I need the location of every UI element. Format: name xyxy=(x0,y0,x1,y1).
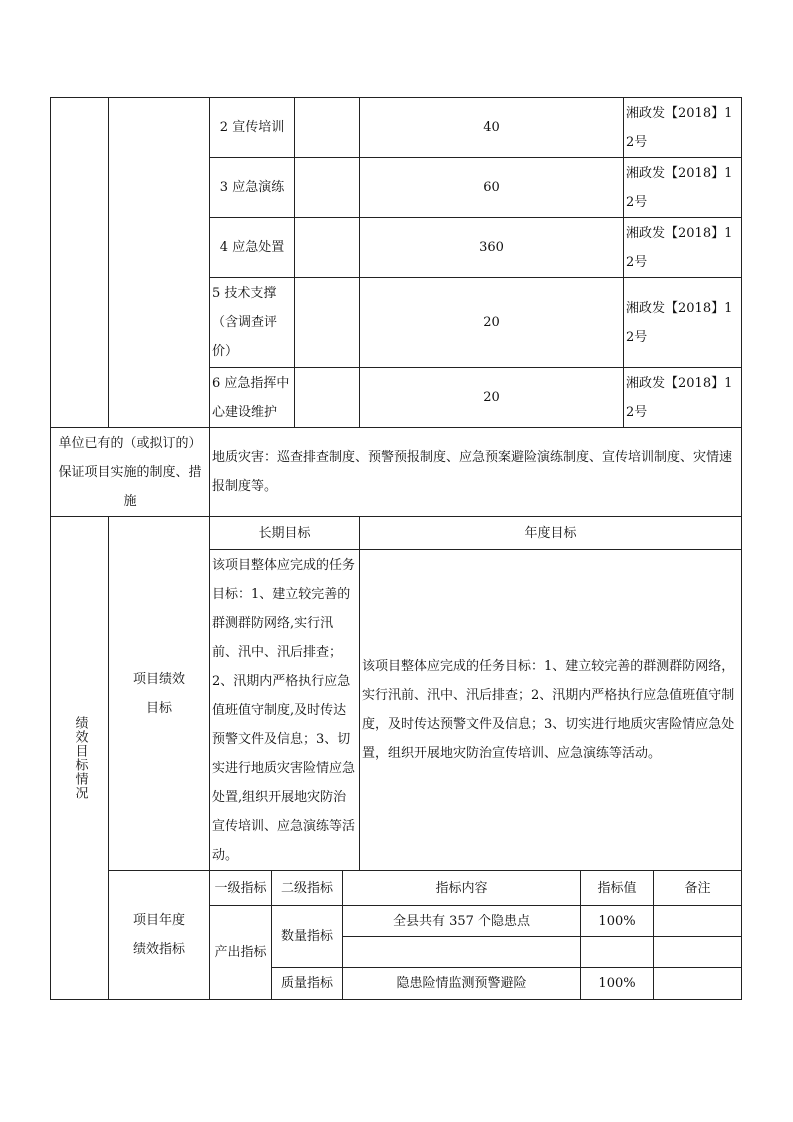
measures-content: 地质灾害：巡查排查制度、预警预报制度、应急预案避险演练制度、宣传培训制度、灾情速报制度等。 xyxy=(210,428,742,517)
value-cell: 100% xyxy=(581,968,654,1000)
performance-table xyxy=(50,516,742,1000)
item-cell: 5 技术支撑（含调查评价） xyxy=(210,278,295,368)
amount-cell: 40 xyxy=(360,98,624,158)
amount-cell: 20 xyxy=(360,278,624,368)
value-cell xyxy=(581,937,654,968)
budget-table xyxy=(50,97,742,517)
content-cell: 隐患险情监测预警避险 xyxy=(343,968,581,1000)
indicator-label: 项目年度绩效指标 xyxy=(109,871,210,1000)
item-cell: 3 应急演练 xyxy=(210,158,295,218)
blank-cell xyxy=(109,98,210,428)
measures-label: 单位已有的（或拟订的）保证项目实施的制度、措施 xyxy=(51,428,210,517)
amount-cell: 360 xyxy=(360,218,624,278)
note-cell xyxy=(654,937,742,968)
annual-header: 年度目标 xyxy=(360,517,742,550)
item-cell: 4 应急处置 xyxy=(210,218,295,278)
blank-cell xyxy=(51,98,109,428)
section-label: 绩效目标情况 xyxy=(72,716,88,800)
note-cell xyxy=(654,906,742,937)
value-cell: 100% xyxy=(581,906,654,937)
content-cell: 全县共有 357 个隐患点 xyxy=(343,906,581,937)
item-cell: 6 应急指挥中心建设维护 xyxy=(210,368,295,428)
goal-label: 项目绩效目标 xyxy=(109,517,210,871)
header-value: 指标值 xyxy=(581,871,654,906)
basis-cell: 湘政发【2018】12号 xyxy=(624,218,742,278)
annual-goal: 该项目整体应完成的任务目标：1、建立较完善的群测群防网络，实行汛前、汛中、汛后排查；2、汛期内严格执行应急值班值守制度，及时传达预警文件及信息；3、切实进行地质灾害险情应急处置，组织开展地灾防治宣传培训、应急演练等活动。 xyxy=(360,550,742,871)
basis-cell: 湘政发【2018】12号 xyxy=(624,368,742,428)
measures-row xyxy=(51,428,742,517)
level2-cell: 数量指标 xyxy=(272,906,343,968)
long-term-goal: 该项目整体应完成的任务目标：1、建立较完善的群测群防网络,实行汛前、汛中、汛后排查；2、汛期内严格执行应急值班值守制度,及时传达预警文件及信息；3、切实进行地质灾害险情应急处置,组织开展地灾防治宣传培训、应急演练等活动。 xyxy=(210,550,360,871)
header-level2: 二级指标 xyxy=(272,871,343,906)
header-level1: 一级指标 xyxy=(210,871,272,906)
item-cell: 2 宣传培训 xyxy=(210,98,295,158)
section-label-cell xyxy=(51,517,109,1000)
amount-cell: 20 xyxy=(360,368,624,428)
level2-cell: 质量指标 xyxy=(272,968,343,1000)
amount-cell: 60 xyxy=(360,158,624,218)
basis-cell: 湘政发【2018】12号 xyxy=(624,278,742,368)
content-cell xyxy=(343,937,581,968)
indicator-header-row xyxy=(51,871,742,906)
basis-cell: 湘政发【2018】12号 xyxy=(624,98,742,158)
note-cell xyxy=(654,968,742,1000)
table-row xyxy=(51,98,742,158)
level1-cell: 产出指标 xyxy=(210,906,272,1000)
header-note: 备注 xyxy=(654,871,742,906)
basis-cell: 湘政发【2018】12号 xyxy=(624,158,742,218)
header-content: 指标内容 xyxy=(343,871,581,906)
long-term-header: 长期目标 xyxy=(210,517,360,550)
